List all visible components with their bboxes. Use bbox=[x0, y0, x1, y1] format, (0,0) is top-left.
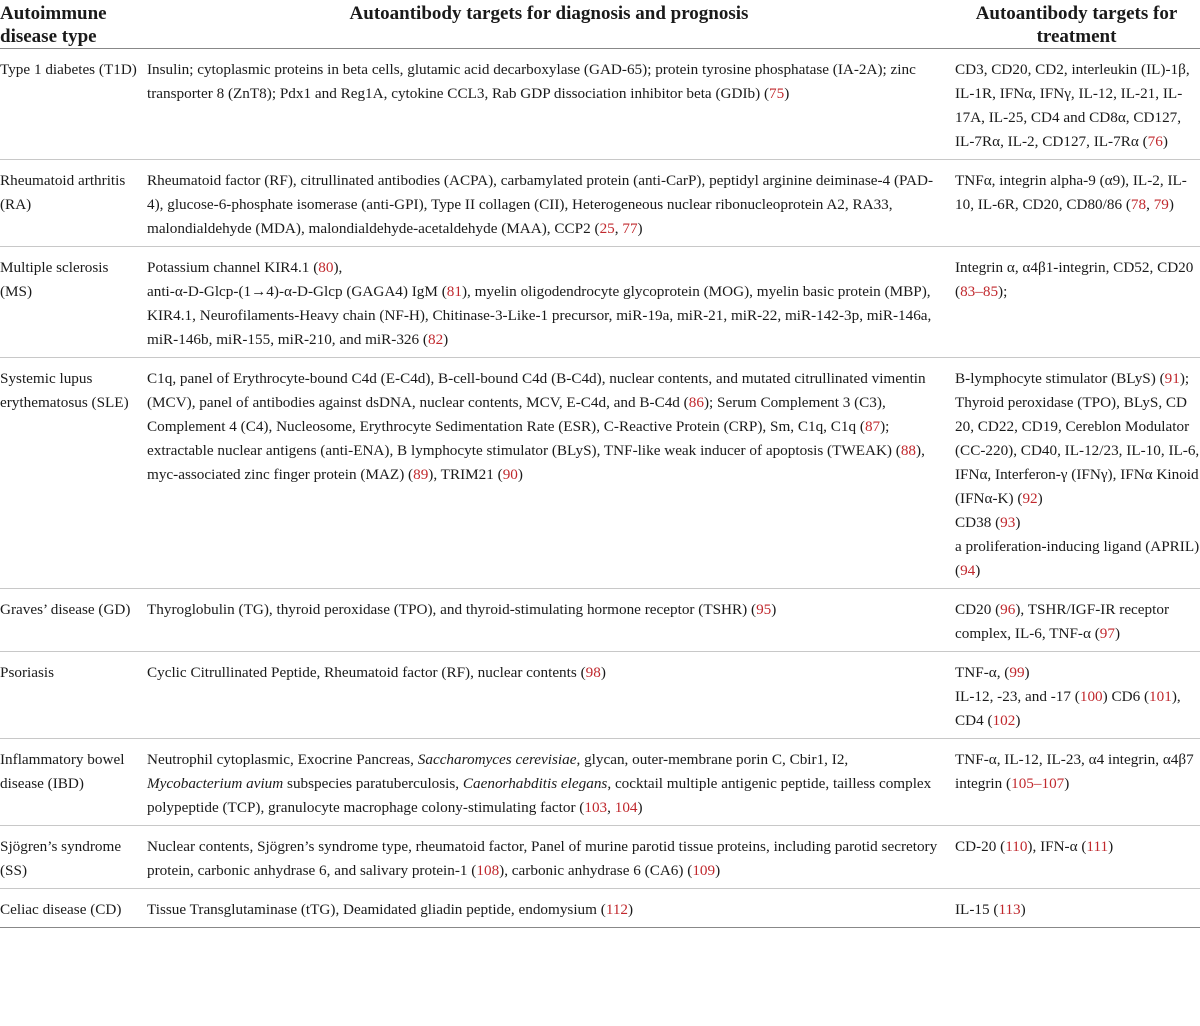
cell-text: ), myelin oligodendrocyte glycoprotein (MOG), myelin basic protein (MBP), KIR4.1, Neurofilaments-Heavy chain (NF-H), Chitinase-3-Like-1 precursor, miR-19a, miR-21, miR-22, miR-142-3p, miR-146a, miR-146b, miR-155, miR-210, and miR-326 ( bbox=[147, 283, 932, 348]
cell-text: C1q, panel of Erythrocyte-bound C4d (E-C4d), B-cell-bound C4d (B-C4d), nuclear contents, and mutated citrullinated vimentin (MCV), panel of antibodies against dsDNA, nuclear contents, MCV, E-C4d, and B-C4d ( bbox=[147, 370, 926, 411]
table-row bbox=[0, 247, 1200, 358]
reference-link[interactable]: 79 bbox=[1153, 196, 1169, 213]
cell-text: Rheumatoid factor (RF), citrullinated antibodies (ACPA), carbamylated protein (anti-CarP), peptidyl arginine deiminase-4 (PAD-4), glucose-6-phosphate isomerase (anti-GPI), Type II collagen (CII), Heterogeneous nuclear ribonucleoprotein A2, RA33, malondialdehyde (MDA), malondialdehyde-acetaldehyde (MAA), CCP2 ( bbox=[147, 172, 934, 237]
reference-link[interactable]: 104 bbox=[614, 799, 638, 816]
cell-text: ), carbonic anhydrase 6 (CA6) ( bbox=[499, 862, 693, 879]
diagnosis-targets-cell bbox=[145, 889, 953, 928]
reference-link[interactable]: 113 bbox=[998, 901, 1021, 918]
disease-type-cell: Multiple sclerosis (MS) bbox=[0, 247, 145, 358]
cell-text: ) bbox=[975, 562, 981, 579]
cell-text: ), CD4 ( bbox=[955, 688, 1181, 729]
cell-text: ) bbox=[771, 601, 777, 618]
cell-text: ) bbox=[1020, 901, 1026, 918]
header-diagnosis-targets: Autoantibody targets for diagnosis and prognosis bbox=[145, 0, 953, 49]
cell-text: ), IFN-α ( bbox=[1027, 838, 1087, 855]
reference-link[interactable]: 96 bbox=[1000, 601, 1016, 618]
reference-link[interactable]: 77 bbox=[622, 220, 638, 237]
header-treatment-targets: Autoantibody targets for treatment bbox=[953, 0, 1200, 49]
diagnosis-targets-cell bbox=[145, 49, 953, 160]
diagnosis-targets-cell bbox=[145, 358, 953, 589]
reference-link[interactable]: 78 bbox=[1130, 196, 1147, 213]
cell-text: ); extractable nuclear antigens (anti-ENA), B lymphocyte stimulator (BLyS), TNF-like weak inducer of apoptosis (TWEAK) ( bbox=[147, 418, 901, 459]
cell-text: Tissue Transglutaminase (tTG), Deamidated gliadin peptide, endomysium ( bbox=[147, 901, 606, 918]
diagnosis-targets-cell bbox=[145, 247, 953, 358]
reference-link[interactable]: 89 bbox=[413, 466, 429, 483]
treatment-targets-cell bbox=[953, 739, 1200, 826]
disease-type-cell: Celiac disease (CD) bbox=[0, 889, 145, 928]
reference-link[interactable]: 93 bbox=[1000, 514, 1016, 531]
table-row bbox=[0, 739, 1200, 826]
treatment-targets-cell bbox=[953, 652, 1200, 739]
reference-link[interactable]: 80 bbox=[318, 259, 334, 276]
disease-type-cell: Graves’ disease (GD) bbox=[0, 589, 145, 652]
reference-link[interactable]: 97 bbox=[1099, 625, 1115, 642]
cell-text: , glycan, outer-membrane porin C, Cbir1, I2, bbox=[576, 751, 849, 768]
cell-text: Integrin α, α4β1-integrin, CD52, CD20 ( bbox=[955, 259, 1194, 300]
cell-text: ), TSHR/IGF-IR receptor complex, IL-6, TNF-α ( bbox=[955, 601, 1170, 642]
cell-text: CD38 ( bbox=[955, 514, 1001, 531]
cell-text: ) bbox=[637, 220, 643, 237]
species-name: Mycobacterium avium bbox=[147, 775, 284, 792]
diagnosis-targets-cell bbox=[145, 652, 953, 739]
cell-text: ) bbox=[1064, 775, 1070, 792]
cell-text: ) bbox=[715, 862, 721, 879]
cell-text: Insulin; cytoplasmic proteins in beta cells, glutamic acid decarboxylase (GAD-65); protein tyrosine phosphatase (IA-2A); zinc transporter 8 (ZnT8); Pdx1 and Reg1A, cytokine CCL3, Rab GDP dissociation inhibitor beta (GDIb) ( bbox=[147, 61, 916, 102]
cell-text: , bbox=[614, 220, 623, 237]
cell-text: ) bbox=[443, 331, 449, 348]
species-name: Saccharomyces cerevisiae bbox=[417, 751, 577, 768]
reference-link[interactable]: 105–107 bbox=[1011, 775, 1065, 792]
reference-link[interactable]: 111 bbox=[1086, 838, 1109, 855]
reference-link[interactable]: 99 bbox=[1009, 664, 1025, 681]
treatment-targets-cell bbox=[953, 49, 1200, 160]
table-row bbox=[0, 49, 1200, 160]
reference-link[interactable]: 82 bbox=[427, 331, 444, 348]
reference-link[interactable]: 101 bbox=[1149, 688, 1172, 705]
cell-text: Thyroid peroxidase (TPO), BLyS, CD 20, CD22, CD19, Cereblon Modulator (CC-220), CD40, IL-12/23, IL-10, IL-6, IFNα, Interferon-γ (IFNγ), IFNα Kinoid (IFNα-K) ( bbox=[955, 394, 1200, 507]
cell-text: CD3, CD20, CD2, interleukin (IL)-1β, IL-1R, IFNα, IFNγ, IL-12, IL-21, IL-17A, IL-25, CD4 and CD8α, CD127, IL-7Rα, IL-2, CD127, IL-7Rα ( bbox=[955, 61, 1190, 150]
reference-link[interactable]: 83–85 bbox=[960, 283, 999, 300]
reference-link[interactable]: 95 bbox=[756, 601, 772, 618]
cell-text: TNFα, integrin alpha-9 (α9), IL-2, IL-10, IL-6R, CD20, CD80/86 ( bbox=[955, 172, 1187, 213]
table-row bbox=[0, 160, 1200, 247]
reference-link[interactable]: 98 bbox=[585, 664, 601, 681]
table-row bbox=[0, 358, 1200, 589]
cell-text: ) bbox=[1037, 490, 1043, 507]
treatment-targets-cell bbox=[953, 160, 1200, 247]
cell-text: ) bbox=[600, 664, 606, 681]
disease-type-cell: Sjögren’s syndrome (SS) bbox=[0, 826, 145, 889]
cell-text: Nuclear contents, Sjögren’s syndrome type, rheumatoid factor, Panel of murine parotid tissue proteins, including parotid secretory protein, carbonic anhydrase 6, and salivary protein-1 ( bbox=[147, 838, 938, 879]
treatment-targets-cell bbox=[953, 358, 1200, 589]
diagnosis-targets-cell bbox=[145, 826, 953, 889]
cell-text: IL-15 ( bbox=[955, 901, 999, 918]
cell-text: ) bbox=[637, 799, 643, 816]
cell-text: ) bbox=[628, 901, 634, 918]
reference-link[interactable]: 88 bbox=[900, 442, 917, 459]
cell-text: , cocktail multiple antigenic peptide, tailless complex polypeptide (TCP), granulocyte macrophage colony-stimulating factor ( bbox=[147, 775, 932, 816]
table-row bbox=[0, 589, 1200, 652]
reference-link[interactable]: 94 bbox=[960, 562, 976, 579]
reference-link[interactable]: 91 bbox=[1164, 370, 1180, 387]
cell-text: CD20 ( bbox=[955, 601, 1001, 618]
reference-link[interactable]: 90 bbox=[502, 466, 518, 483]
reference-link[interactable]: 110 bbox=[1005, 838, 1028, 855]
cell-text: ), TRIM21 ( bbox=[428, 466, 503, 483]
header-disease-type: Autoimmune disease type bbox=[0, 0, 145, 49]
cell-text: ) bbox=[1015, 514, 1021, 531]
table-row bbox=[0, 826, 1200, 889]
cell-text: ) bbox=[1168, 196, 1174, 213]
disease-type-cell: Type 1 diabetes (T1D) bbox=[0, 49, 145, 160]
cell-text: B-lymphocyte stimulator (BLyS) ( bbox=[955, 370, 1165, 387]
treatment-targets-cell bbox=[953, 247, 1200, 358]
cell-text: Cyclic Citrullinated Peptide, Rheumatoid factor (RF), nuclear contents ( bbox=[147, 664, 586, 681]
cell-text: ); Serum Complement 3 (C3), Complement 4 (C4), Nucleosome, Erythrocyte Sedimentation Rate (ESR), C-Reactive Protein (CRP), Sm, C1q, C1q ( bbox=[147, 394, 886, 435]
cell-text: a proliferation-inducing ligand (APRIL) ( bbox=[955, 538, 1200, 579]
reference-link[interactable]: 87 bbox=[864, 418, 881, 435]
cell-text: ) bbox=[1114, 625, 1121, 642]
table-row bbox=[0, 889, 1200, 928]
reference-link[interactable]: 75 bbox=[769, 85, 785, 102]
reference-link[interactable]: 25 bbox=[599, 220, 615, 237]
diagnosis-targets-cell bbox=[145, 589, 953, 652]
cell-text: ) bbox=[517, 466, 523, 483]
cell-text: ), bbox=[333, 259, 343, 276]
treatment-targets-cell bbox=[953, 889, 1200, 928]
cell-text: ); bbox=[998, 283, 1008, 300]
disease-type-cell: Psoriasis bbox=[0, 652, 145, 739]
reference-link[interactable]: 103 bbox=[584, 799, 608, 816]
treatment-targets-cell bbox=[953, 589, 1200, 652]
disease-type-cell: Systemic lupus erythematosus (SLE) bbox=[0, 358, 145, 589]
reference-link[interactable]: 112 bbox=[605, 901, 629, 918]
reference-link[interactable]: 108 bbox=[476, 862, 500, 879]
reference-link[interactable]: 92 bbox=[1022, 490, 1038, 507]
cell-text: TNF-α, IL-12, IL-23, α4 integrin, α4β7 integrin ( bbox=[955, 751, 1194, 792]
diagnosis-targets-cell bbox=[145, 739, 953, 826]
cell-text: ) bbox=[784, 85, 790, 102]
cell-text: TNF-α, ( bbox=[955, 664, 1010, 681]
cell-text: Neutrophil cytoplasmic, Exocrine Pancreas, bbox=[147, 751, 418, 768]
cell-text: ), myc-associated zinc finger protein (MAZ) ( bbox=[147, 442, 925, 483]
reference-link[interactable]: 76 bbox=[1147, 133, 1163, 150]
cell-text: ) bbox=[1024, 664, 1030, 681]
cell-text: ) bbox=[1108, 838, 1114, 855]
cell-text: , bbox=[1146, 196, 1154, 213]
reference-link[interactable]: 102 bbox=[992, 712, 1016, 729]
cell-text: CD-20 ( bbox=[955, 838, 1006, 855]
reference-link[interactable]: 81 bbox=[446, 283, 462, 300]
table-row bbox=[0, 652, 1200, 739]
treatment-targets-cell bbox=[953, 826, 1200, 889]
cell-text: anti-α-D-Glcp-(1→4)-α-D-Glcp (GAGA4) IgM ( bbox=[147, 283, 447, 300]
disease-type-cell: Inflammatory bowel disease (IBD) bbox=[0, 739, 145, 826]
cell-text: IL-12, -23, and -17 ( bbox=[955, 688, 1080, 705]
cell-text: subspecies paratuberculosis, bbox=[283, 775, 463, 792]
cell-text: ) bbox=[1162, 133, 1168, 150]
reference-link[interactable]: 109 bbox=[692, 862, 716, 879]
disease-type-cell: Rheumatoid arthritis (RA) bbox=[0, 160, 145, 247]
cell-text: ) CD6 ( bbox=[1102, 688, 1150, 705]
reference-link[interactable]: 100 bbox=[1079, 688, 1103, 705]
diagnosis-targets-cell bbox=[145, 160, 953, 247]
table-body bbox=[0, 49, 1200, 928]
cell-text: , bbox=[607, 799, 615, 816]
cell-text: Potassium channel KIR4.1 ( bbox=[147, 259, 319, 276]
cell-text: ) bbox=[1015, 712, 1021, 729]
cell-text: ); bbox=[1179, 370, 1190, 387]
species-name: Caenorhabditis elegans bbox=[462, 775, 608, 792]
cell-text: Thyroglobulin (TG), thyroid peroxidase (TPO), and thyroid-stimulating hormone receptor (TSHR) ( bbox=[147, 601, 757, 618]
table-header bbox=[0, 0, 1200, 49]
reference-link[interactable]: 86 bbox=[688, 394, 704, 411]
